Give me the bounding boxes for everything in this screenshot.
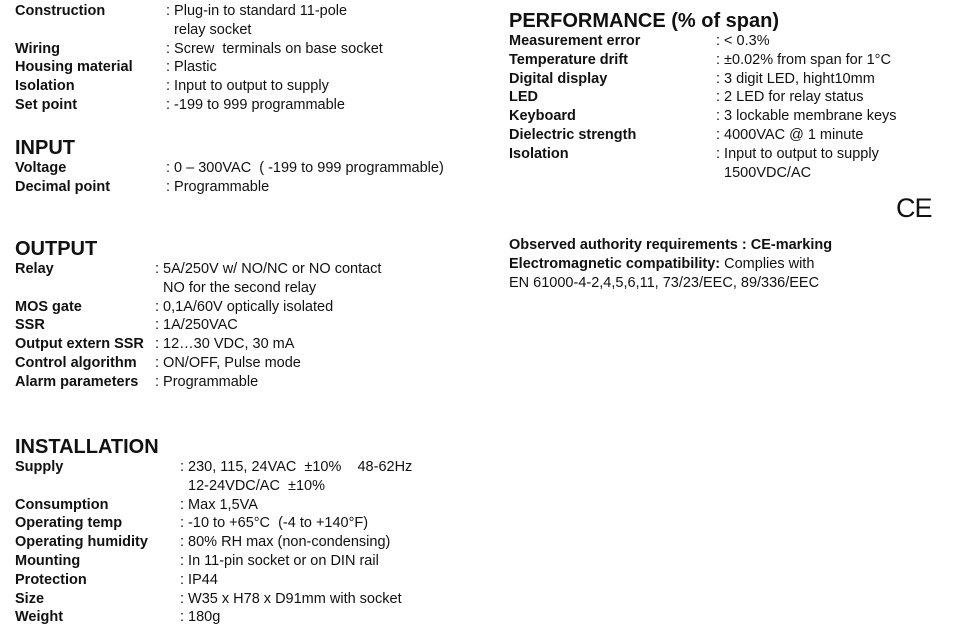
spec-label: Isolation	[15, 78, 75, 95]
output-section	[15, 238, 381, 392]
spec-value	[716, 32, 770, 51]
installation-rows	[15, 458, 412, 627]
spec-row	[15, 514, 412, 533]
spec-value	[166, 58, 217, 77]
spec-label: Consumption	[15, 496, 109, 513]
general-section	[15, 2, 383, 115]
spec-row	[15, 373, 381, 392]
spec-row	[509, 88, 897, 107]
spec-row	[15, 552, 412, 571]
spec-value	[166, 2, 347, 40]
spec-row	[15, 298, 381, 317]
spec-row	[15, 335, 381, 354]
spec-value	[180, 590, 402, 609]
spec-value	[180, 458, 412, 496]
spec-value-line: : 0,1A/60V optically isolated	[155, 298, 334, 315]
performance-rows	[509, 32, 897, 182]
spec-label: Keyboard	[509, 108, 576, 125]
spec-row	[15, 96, 383, 115]
emc-value: Complies with	[720, 255, 815, 272]
spec-value	[180, 571, 218, 590]
spec-value-line: : IP44	[180, 571, 218, 588]
spec-row	[15, 458, 412, 496]
spec-label: Weight	[15, 609, 64, 626]
spec-row	[15, 316, 381, 335]
spec-value-line: relay socket	[166, 21, 252, 38]
spec-label: Operating humidity	[15, 534, 148, 551]
spec-label: Mounting	[15, 552, 81, 569]
spec-value-line: : 1A/250VAC	[155, 317, 238, 334]
spec-value-line: : Plastic	[166, 59, 217, 76]
spec-value-line: : Input to output to supply	[716, 145, 879, 162]
spec-row	[15, 260, 381, 298]
emc-label: Electromagnetic compatibility:	[509, 255, 721, 272]
spec-value	[166, 178, 269, 197]
input-heading: INPUT	[15, 137, 75, 159]
spec-value	[166, 40, 383, 59]
spec-value-line: : 2 LED for relay status	[716, 89, 864, 106]
spec-label: Relay	[15, 261, 54, 277]
emc-line	[509, 255, 832, 274]
spec-value	[155, 373, 258, 392]
spec-value	[166, 96, 345, 115]
spec-value-line: 1500VDC/AC	[716, 164, 812, 181]
general-rows	[15, 2, 383, 115]
spec-value-line: : Max 1,5VA	[180, 496, 258, 513]
performance-section	[509, 10, 897, 182]
spec-value-line: : 180g	[180, 609, 221, 626]
spec-value	[155, 298, 333, 317]
spec-value	[716, 126, 863, 145]
output-heading: OUTPUT	[15, 238, 98, 260]
spec-label: Temperature drift	[509, 51, 628, 68]
spec-label: Wiring	[15, 40, 60, 57]
spec-value	[180, 552, 379, 571]
spec-value-line: : 4000VAC @ 1 minute	[716, 126, 864, 143]
spec-value	[155, 354, 301, 373]
spec-row	[15, 590, 412, 609]
installation-heading: INSTALLATION	[15, 436, 159, 458]
spec-row	[509, 70, 897, 89]
authority-section	[509, 236, 832, 292]
spec-label: Decimal point	[15, 178, 111, 195]
spec-row	[509, 126, 897, 145]
spec-label: Construction	[15, 3, 106, 19]
spec-value	[155, 316, 238, 335]
input-rows	[15, 159, 444, 197]
spec-value	[180, 608, 220, 627]
spec-label: Control algorithm	[15, 354, 137, 371]
spec-value-line: : 230, 115, 24VAC ±10% 48-62Hz	[180, 459, 413, 475]
spec-value	[166, 159, 444, 178]
spec-value	[180, 496, 258, 515]
spec-row	[509, 32, 897, 51]
spec-value	[166, 77, 329, 96]
spec-row	[509, 107, 897, 126]
authority-requirements: Observed authority requirements : CE-marking	[509, 237, 833, 253]
spec-label: Measurement error	[509, 33, 641, 49]
spec-value-line: : Input to output to supply	[166, 78, 329, 95]
spec-row	[509, 51, 897, 70]
spec-label: Dielectric strength	[509, 126, 637, 143]
spec-label: Supply	[15, 459, 64, 475]
spec-value-line: : In 11-pin socket or on DIN rail	[180, 552, 379, 569]
spec-value-line: : Screw terminals on base socket	[166, 40, 383, 57]
spec-label: Output extern SSR	[15, 336, 144, 353]
spec-label: Voltage	[15, 160, 67, 176]
spec-row	[15, 354, 381, 373]
performance-heading: PERFORMANCE (% of span)	[509, 10, 779, 32]
spec-label: Isolation	[509, 145, 569, 162]
spec-label: Digital display	[509, 70, 608, 87]
output-rows	[15, 260, 381, 392]
spec-value-line: : -199 to 999 programmable	[166, 96, 345, 113]
spec-value	[716, 51, 891, 70]
spec-label: LED	[509, 89, 538, 106]
spec-value-line: : Plug-in to standard 11-pole	[166, 3, 348, 19]
spec-row	[509, 145, 897, 183]
spec-label: Alarm parameters	[15, 373, 139, 390]
spec-value-line: : 80% RH max (non-condensing)	[180, 534, 391, 551]
input-section	[15, 137, 444, 197]
spec-label: SSR	[15, 317, 45, 334]
spec-value-line: NO for the second relay	[155, 279, 317, 296]
spec-row	[15, 533, 412, 552]
spec-value-line: : -10 to +65°C (-4 to +140°F)	[180, 515, 369, 532]
spec-row	[15, 178, 444, 197]
spec-value-line: : ON/OFF, Pulse mode	[155, 354, 301, 371]
spec-label: Operating temp	[15, 515, 123, 532]
spec-value-line: : Programmable	[166, 178, 270, 195]
spec-row	[15, 40, 383, 59]
spec-label: MOS gate	[15, 298, 82, 315]
spec-value-line: : < 0.3%	[716, 33, 770, 49]
spec-value-line: : W35 x H78 x D91mm with socket	[180, 590, 402, 607]
spec-row	[15, 571, 412, 590]
spec-value	[716, 145, 879, 183]
spec-value	[716, 107, 897, 126]
spec-row	[15, 58, 383, 77]
emc-standards: EN 61000-4-2,4,5,6,11, 73/23/EEC, 89/336/EEC	[509, 274, 820, 291]
spec-value-line: : 5A/250V w/ NO/NC or NO contact	[155, 261, 382, 277]
spec-value-line: 12-24VDC/AC ±10%	[180, 477, 325, 494]
spec-row	[15, 496, 412, 515]
spec-row	[15, 77, 383, 96]
spec-label: Protection	[15, 571, 87, 588]
spec-value-line: : 0 – 300VAC ( -199 to 999 programmable)	[166, 160, 444, 176]
spec-value	[155, 260, 381, 298]
spec-value	[180, 514, 368, 533]
spec-value-line: : Programmable	[155, 373, 259, 390]
spec-value-line: : 3 digit LED, hight10mm	[716, 70, 875, 87]
spec-label: Housing material	[15, 59, 133, 76]
spec-value-line: : 12…30 VDC, 30 mA	[155, 336, 295, 353]
spec-row	[15, 608, 412, 627]
spec-row	[15, 2, 383, 40]
ce-mark: CE	[896, 193, 932, 223]
spec-value	[180, 533, 390, 552]
spec-label: Size	[15, 590, 45, 607]
installation-section	[15, 436, 412, 627]
spec-label: Set point	[15, 96, 78, 113]
spec-row	[15, 159, 444, 178]
spec-value-line: : ±0.02% from span for 1°C	[716, 51, 891, 68]
spec-value	[155, 335, 294, 354]
spec-value-line: : 3 lockable membrane keys	[716, 108, 897, 125]
spec-value	[716, 70, 875, 89]
spec-value	[716, 88, 863, 107]
